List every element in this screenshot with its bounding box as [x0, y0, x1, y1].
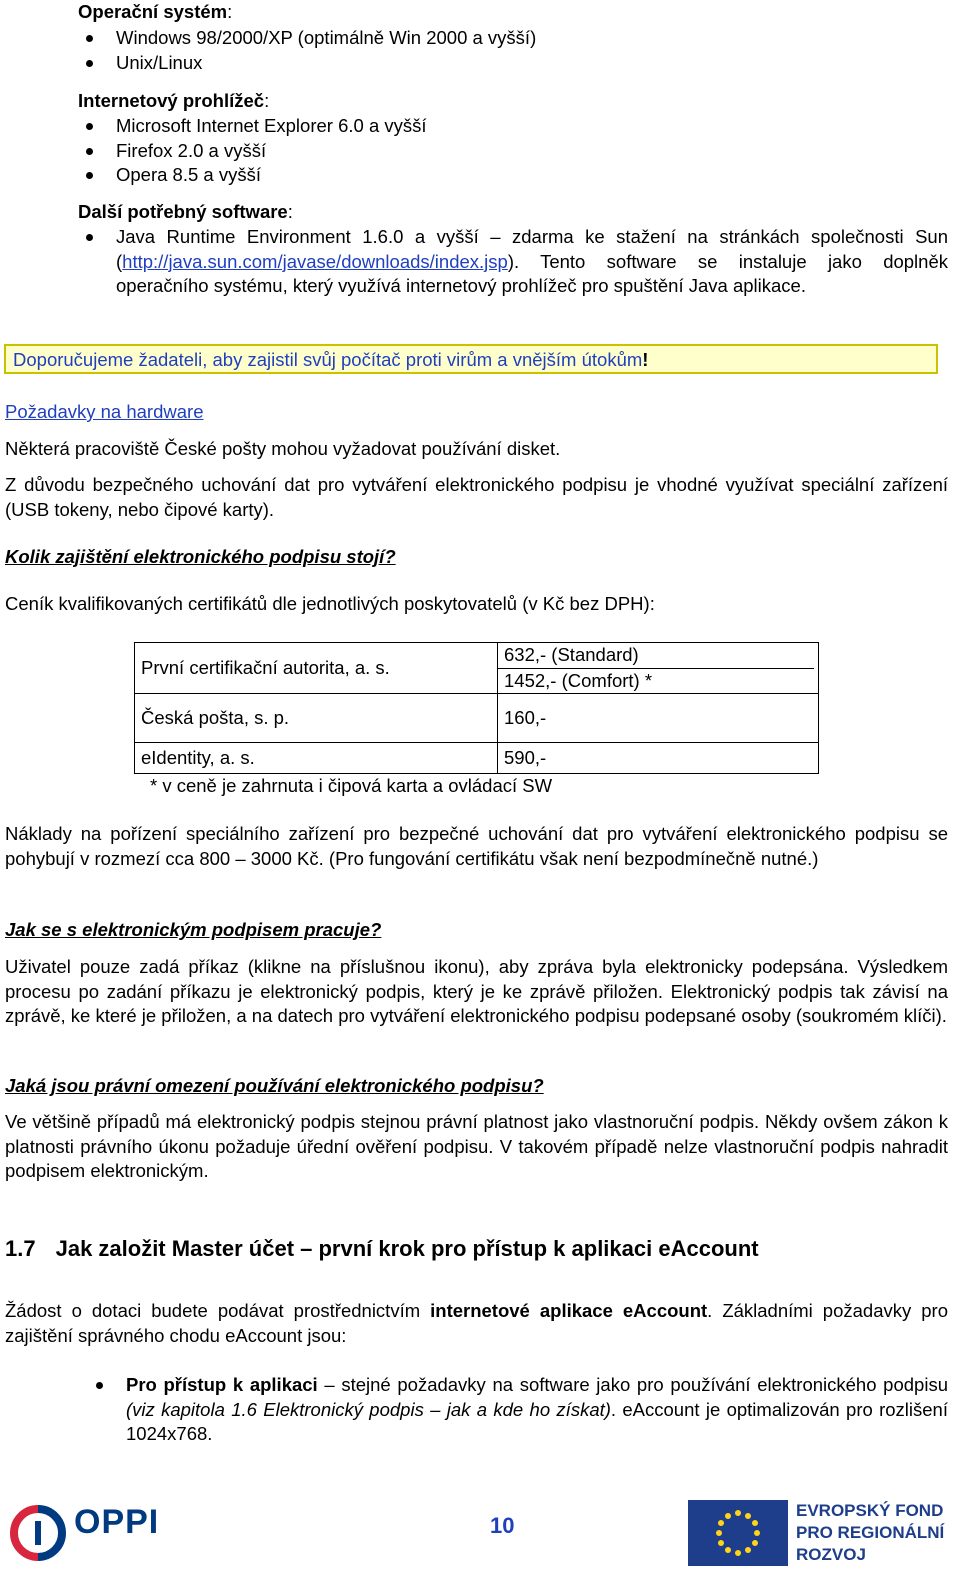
price-table: [134, 642, 819, 774]
cost-intro: Ceník kvalifikovaných certifikátů dle jednotlivých poskytovatelů (v Kč bez DPH):: [5, 593, 655, 614]
provider-price: 590,-: [498, 743, 819, 774]
cost-title: Kolik zajištění elektronického podpisu stojí?: [5, 546, 396, 567]
list-item: Windows 98/2000/XP (optimálně Win 2000 a vyšší): [78, 26, 536, 51]
hardware-p1: Některá pracoviště České pošty mohou vyžadovat používání disket.: [5, 438, 561, 459]
provider-name: Česká pošta, s. p.: [135, 694, 498, 743]
table-footnote: * v ceně je zahrnuta i čipová karta a ovládací SW: [150, 775, 553, 796]
section-heading: 1.7 Jak založit Master účet – první krok pro přístup k aplikaci eAccount: [5, 1236, 759, 1261]
cost-extra: Náklady na pořízení speciálního zařízení pro bezpečné uchování dat pro vytváření elektronického podpisu se pohybují v rozmezí cca 800 – 3000 Kč. (Pro fungování certifikátu však není bezpodmínečně nutné.): [5, 823, 948, 869]
list-item: Pro přístup k aplikaci – stejné požadavky na software jako pro používání elektronického podpisu (viz kapitola 1.6 Elektronický podpis – jak a kde ho získat). eAccount je optimalizován pro rozlišení 1024x768.: [88, 1373, 948, 1447]
browser-list: [78, 114, 427, 188]
software-list: [78, 225, 948, 299]
provider-price: 632,- (Standard) 1452,- (Comfort) *: [498, 643, 819, 694]
hardware-p2: Z důvodu bezpečného uchování dat pro vytváření elektronického podpisu je vhodné využívat speciální zařízení (USB tokeny, nebo čipové karty).: [5, 474, 948, 520]
os-list: [78, 26, 536, 75]
section-list: [88, 1373, 948, 1447]
eu-fund-text: EVROPSKÝ FOND PRO REGIONÁLNÍ ROZVOJ: [796, 1501, 945, 1564]
page-number: 10: [490, 1513, 515, 1538]
table-row: [135, 643, 819, 694]
software-label: Další potřebný software:: [78, 201, 293, 222]
virus-notice: Doporučujeme žadateli, aby zajistil svůj počítač proti virům a vnějším útokům!: [4, 344, 938, 374]
legal-title: Jaká jsou právní omezení používání elektronického podpisu?: [5, 1075, 544, 1096]
oppi-logo-icon: [8, 1503, 68, 1563]
howto-text: Uživatel pouze zadá příkaz (klikne na příslušnou ikonu), aby zpráva byla elektronicky podepsána. Výsledkem procesu po zadání příkazu je elektronický podpis, který je ke zprávě přiložen. Elektronický podpis tak závisí na zprávě, ke které je přiložen, a na datech pro vytváření elektronického podpisu podepsané osoby (soukromém klíči).: [5, 956, 948, 1026]
provider-price: 160,-: [498, 694, 819, 743]
os-label: Operační systém:: [78, 1, 233, 22]
list-item: Java Runtime Environment 1.6.0 a vyšší – zdarma ke stažení na stránkách společnosti Sun (http://java.sun.com/javase/downloads/index.jsp). Tento software se instaluje jako doplněk operačního systému, který využívá internetový prohlížeč pro spuštění Java aplikace.: [78, 225, 948, 299]
java-download-link[interactable]: http://java.sun.com/javase/downloads/index.jsp: [122, 250, 508, 272]
list-item: Opera 8.5 a vyšší: [78, 163, 427, 188]
table-row: [135, 694, 819, 743]
howto-title: Jak se s elektronickým podpisem pracuje?: [5, 919, 382, 940]
eu-flag-icon: [688, 1500, 788, 1566]
provider-name: První certifikační autorita, a. s.: [135, 643, 498, 694]
list-item: Firefox 2.0 a vyšší: [78, 139, 427, 164]
table-row: [135, 743, 819, 774]
section-paragraph: Žádost o dotaci budete podávat prostřednictvím internetové aplikace eAccount. Základními požadavky pro zajištění správného chodu eAccount jsou:: [5, 1300, 948, 1346]
provider-name: eIdentity, a. s.: [135, 743, 498, 774]
list-item: Unix/Linux: [78, 51, 536, 76]
browser-label: Internetový prohlížeč:: [78, 90, 270, 111]
hardware-title: Požadavky na hardware: [5, 401, 204, 422]
legal-text: Ve většině případů má elektronický podpis stejnou právní platnost jako vlastnoruční podpis. Někdy ovšem zákon k platnosti právního úkonu požaduje úřední ověření podpisu. V takovém případě nelze vlastnoruční podpis nahradit podpisem elektronickým.: [5, 1111, 948, 1181]
oppi-logo-text: OPPI: [74, 1503, 160, 1541]
list-item: Microsoft Internet Explorer 6.0 a vyšší: [78, 114, 427, 139]
